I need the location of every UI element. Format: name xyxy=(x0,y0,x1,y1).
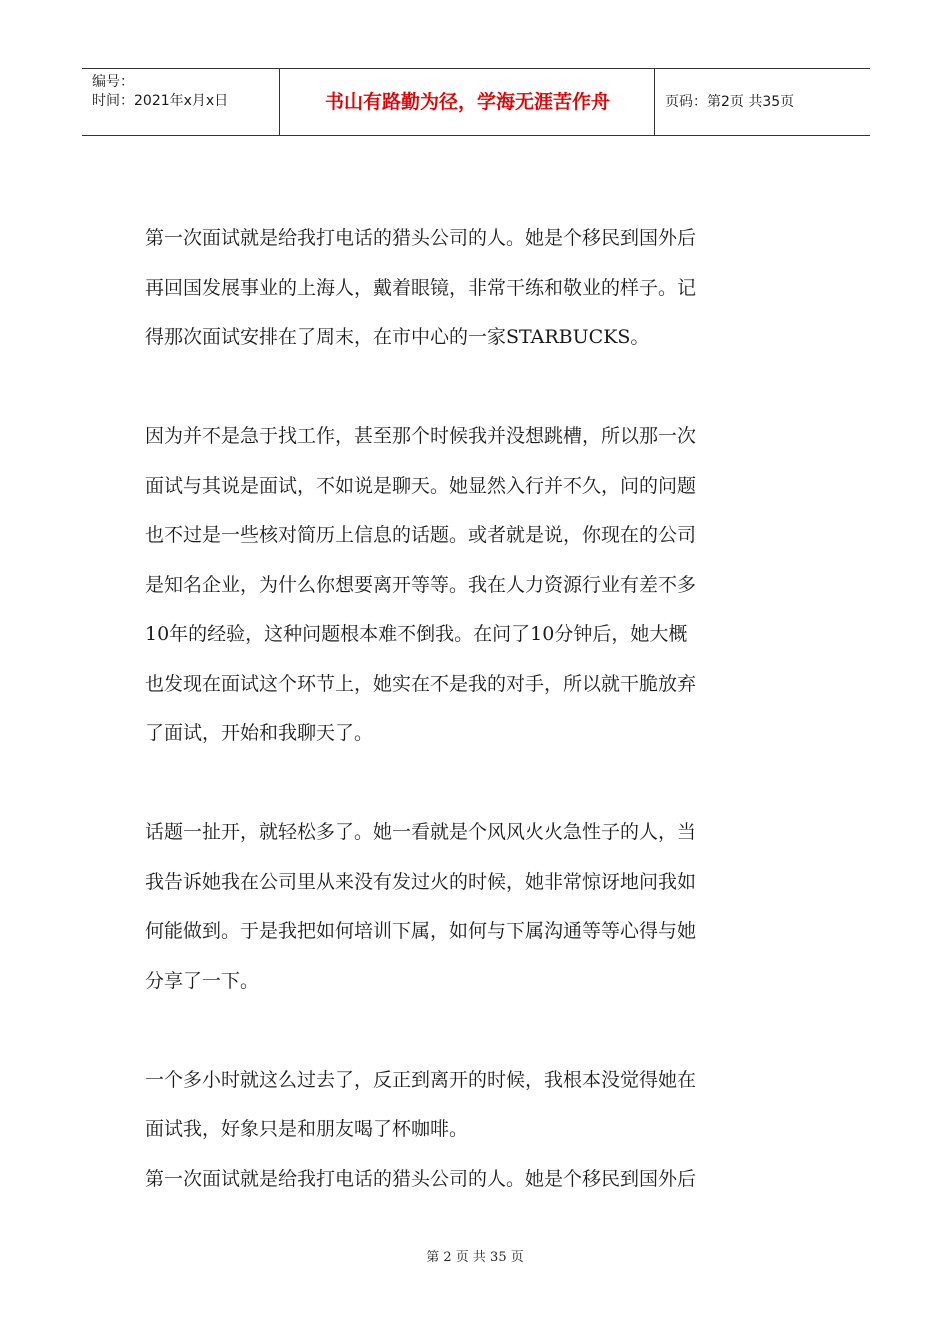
text-line: 分享了一下。 xyxy=(145,969,260,992)
text-line: 何能做到。于是我把如何培训下属，如何与下属沟通等等心得与她 xyxy=(145,920,697,942)
text-line: 面试与其说是面试，不如说是聊天。她显然入行并不久，问的问题 xyxy=(145,474,697,497)
text-line: 话题一扯开，就轻松多了。她一看就是个风风火火急性子的人，当 xyxy=(145,821,697,843)
text-line: 是知名企业，为什么你想要离开等等。我在人力资源行业有差不多 xyxy=(145,573,697,596)
text-line: 了面试，开始和我聊天了。 xyxy=(145,722,374,744)
text-line: 因为并不是急于找工作，甚至那个时候我并没想跳槽，所以那一次 xyxy=(145,425,697,447)
paragraph xyxy=(145,1155,805,1205)
text-line: 一个多小时就这么过去了，反正到离开的时候，我根本没觉得她在 xyxy=(145,1068,697,1091)
text-line: 再回国发展事业的上海人，戴着眼镜，非常干练和敬业的样子。记 xyxy=(145,276,697,299)
text-line: 10年的经验，这种问题根本难不倒我。在问了10分钟后，她大概 xyxy=(145,623,688,645)
text-line: 得那次面试安排在了周末，在市中心的一家STARBUCKS。 xyxy=(145,326,650,348)
text-line: 也发现在面试这个环节上，她实在不是我的对手，所以就干脆放弃 xyxy=(145,672,697,695)
text-line: 第一次面试就是给我打电话的猎头公司的人。她是个移民到国外后 xyxy=(145,1167,697,1190)
text-line: 第一次面试就是给我打电话的猎头公司的人。她是个移民到国外后 xyxy=(145,227,697,249)
page-header xyxy=(82,68,870,136)
paragraph xyxy=(145,1056,805,1155)
document-body xyxy=(145,214,805,1204)
page-footer: 第 2 页 共 35 页 xyxy=(426,1250,524,1265)
text-line: 面试我，好象只是和朋友喝了杯咖啡。 xyxy=(145,1118,469,1140)
paragraph xyxy=(145,412,805,759)
paragraph xyxy=(145,808,805,1006)
paragraph xyxy=(145,214,805,363)
date-label: 时间：2021年x月x日 xyxy=(92,93,229,109)
header-page-info: 页码：第2页 共35页 xyxy=(665,94,795,110)
text-line: 我告诉她我在公司里从来没有发过火的时候，她非常惊讶地问我如 xyxy=(145,870,697,893)
serial-number-label: 编号： xyxy=(92,74,134,90)
text-line: 也不过是一些核对简历上信息的话题。或者就是说，你现在的公司 xyxy=(145,524,697,546)
header-motto: 书山有路勤为径，学海无涯苦作舟 xyxy=(281,69,655,135)
header-meta-cell xyxy=(82,69,280,135)
